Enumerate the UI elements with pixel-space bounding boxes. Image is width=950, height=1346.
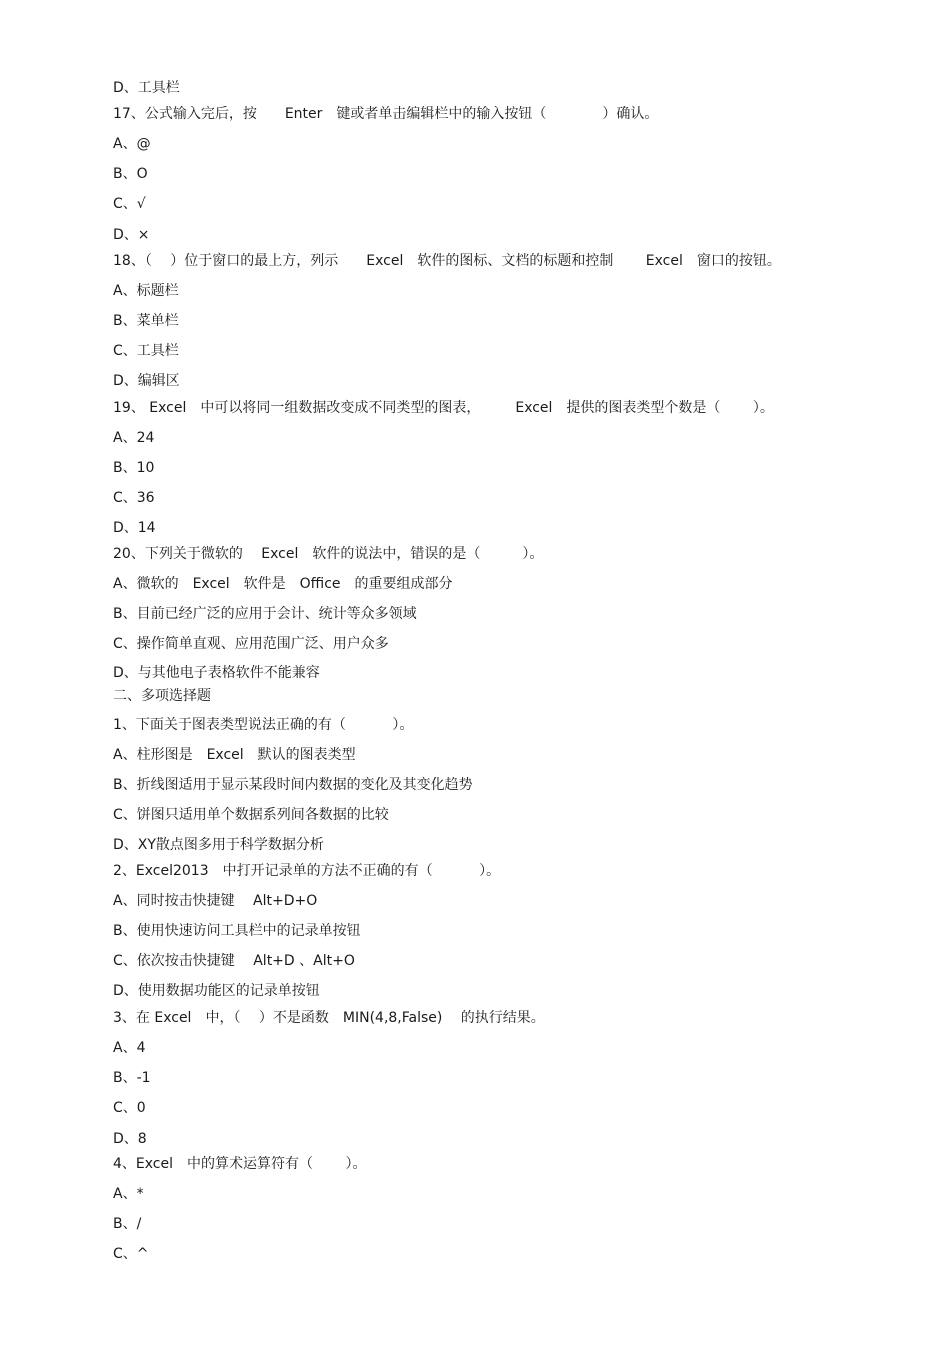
option-text: D、使用数据功能区的记录单按钮 — [113, 983, 320, 999]
option-text: A、柱形图是 Excel 默认的图表类型 — [113, 747, 356, 763]
option-text: B、折线图适用于显示某段时间内数据的变化及其变化趋势 — [113, 777, 473, 793]
option-text: B、/ — [113, 1216, 142, 1232]
option-text: B、O — [113, 166, 148, 182]
option-text: B、使用快速访问工具栏中的记录单按钮 — [113, 923, 361, 939]
option-text: B、菜单栏 — [113, 313, 179, 329]
option-text: B、目前已经广泛的应用于会计、统计等众多领域 — [113, 606, 417, 622]
option-text: D、8 — [113, 1131, 147, 1147]
question-text: 20、下列关于微软的 Excel 软件的说法中，错误的是（ ）。 — [113, 546, 544, 562]
question-text: 1、下面关于图表类型说法正确的有（ ）。 — [113, 717, 414, 733]
question-text: 2、Excel2013 中打开记录单的方法不正确的有（ ）。 — [113, 863, 501, 879]
text-line: D、工具栏 — [113, 80, 180, 96]
option-text: B、-1 — [113, 1070, 151, 1086]
option-text: A、24 — [113, 430, 155, 446]
option-text: D、14 — [113, 520, 156, 536]
option-text: D、编辑区 — [113, 373, 180, 389]
question-text: 3、在 Excel 中，（ ）不是函数 MIN(4,8,False) 的执行结果。 — [113, 1010, 545, 1026]
option-text: A、同时按击快捷键 Alt+D+O — [113, 893, 318, 909]
option-text: A、* — [113, 1186, 144, 1202]
option-text: C、操作简单直观、应用范围广泛、用户众多 — [113, 636, 389, 652]
question-text: 4、Excel 中的算术运算符有（ ）。 — [113, 1156, 367, 1172]
option-text: A、@ — [113, 136, 151, 152]
option-text: B、10 — [113, 460, 155, 476]
option-text: C、^ — [113, 1246, 149, 1262]
question-text: 18、（ ）位于窗口的最上方，列示 Excel 软件的图标、文档的标题和控制 Excel 窗口的按钮。 — [113, 253, 781, 269]
option-text: D、XY散点图多用于科学数据分析 — [113, 837, 324, 853]
option-text: C、√ — [113, 196, 146, 212]
option-text: C、36 — [113, 490, 155, 506]
option-text: C、0 — [113, 1100, 146, 1116]
section-heading: 二、多项选择题 — [113, 688, 211, 704]
option-text: A、标题栏 — [113, 283, 179, 299]
option-text: A、微软的 Excel 软件是 Office 的重要组成部分 — [113, 576, 453, 592]
option-text: C、工具栏 — [113, 343, 179, 359]
option-text: A、4 — [113, 1040, 146, 1056]
question-text: 19、 Excel 中可以将同一组数据改变成不同类型的图表， Excel 提供的图表类型个数是（ ）。 — [113, 400, 774, 416]
option-text: C、依次按击快捷键 Alt+D 、Alt+O — [113, 953, 355, 969]
option-text: D、× — [113, 227, 150, 243]
option-text: D、与其他电子表格软件不能兼容 — [113, 665, 320, 681]
option-text: C、饼图只适用单个数据系列间各数据的比较 — [113, 807, 389, 823]
question-text: 17、公式输入完后，按 Enter 键或者单击编辑栏中的输入按钮（ ）确认。 — [113, 106, 659, 122]
